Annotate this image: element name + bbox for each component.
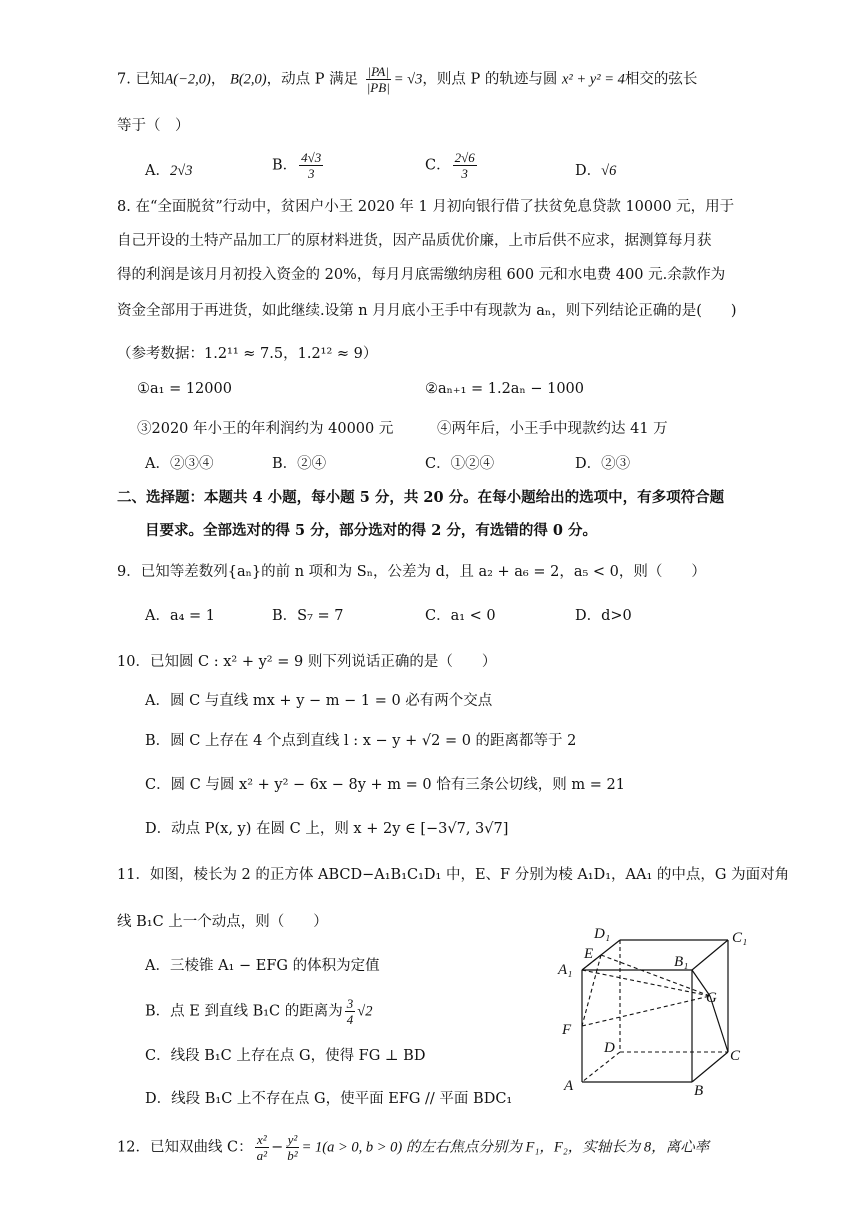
q9-option-c: C．a₁ < 0 — [425, 608, 496, 624]
cube-figure — [556, 922, 756, 1097]
q10-option-b: B．圆 C 上存在 4 个点到直线 l : x − y + √2 = 0 的距离都等于 2 — [145, 733, 577, 749]
q7-option-b: B． $\frac{4√3}{3}$ — [272, 150, 322, 181]
q11-line1: 11．如图，棱长为 2 的正方体 ABCD−A₁B₁C₁D₁ 中，E、F 分别为棱 A₁D₁，AA₁ 的中点，G 为面对角 — [117, 867, 790, 883]
q7-option-a: A．2√3 — [145, 163, 193, 179]
label-e: E — [584, 946, 594, 962]
q8-line5: （参考数据：1.2¹¹ ≈ 7.5，1.2¹² ≈ 9） — [117, 346, 378, 362]
q8-statement-2: ②aₙ₊₁ = 1.2aₙ − 1000 — [425, 381, 584, 397]
q11-option-b: B．点 E 到直线 B₁C 的距离为 $\frac{3}{4}$ √2 — [145, 996, 373, 1027]
q9-stem: 9．已知等差数列{aₙ}的前 n 项和为 Sₙ，公差为 d，且 a₂ + a₆ = 2，a₅ < 0，则（ ） — [117, 564, 706, 580]
q8-line1: 8. 在“全面脱贫”行动中，贫困户小王 2020 年 1 月初向银行借了扶贫免息贷款 10000 元，用于 — [117, 199, 735, 215]
q7-ratio: $\frac{|PA|}{|PB|}$ — [366, 64, 390, 95]
q8-line3: 得的利润是该月月初投入资金的 20%，每月月底需缴纳房租 600 元和水电费 400 元.余款作为 — [117, 267, 726, 283]
q11-option-c: C．线段 B₁C 上存在点 G，使得 FG ⊥ BD — [145, 1048, 426, 1064]
label-b: B — [694, 1083, 704, 1097]
q11-line2: 线 B₁C 上一个动点，则（ ） — [117, 914, 328, 930]
label-c1: C₁ — [732, 930, 748, 946]
q10-option-d: D．动点 P(x, y) 在圆 C 上，则 x + 2y ∈ [−3√7, 3√7] — [145, 821, 509, 837]
q8-line4: 资金全部用于再进货，如此继续.设第 n 月月底小王手中有现款为 aₙ，则下列结论正确的是( ) — [117, 303, 737, 319]
label-b1: B₁ — [674, 954, 689, 970]
label-f: F — [562, 1022, 572, 1038]
q8-statement-1: ①a₁ = 12000 — [137, 381, 232, 397]
q8-statement-4: ④两年后，小王手中现款约达 41 万 — [437, 421, 668, 437]
q9-option-b: B．S₇ = 7 — [272, 608, 344, 624]
q12-stem: 12．已知双曲线 C： $\frac{\text{x²}}{\text{a²}}$ − $\frac{\text{y²}}{\text{b²}}$ = 1(a > 0, b > 0) 的左右焦点分别为 F₁，F₂，实轴长为 8，离心率 — [117, 1132, 710, 1163]
q10-stem: 10．已知圆 C : x² + y² = 9 则下列说话正确的是（ ） — [117, 654, 497, 670]
section2-heading-line2: 目要求。全部选对的得 5 分，部分选对的得 2 分，有选错的得 0 分。 — [145, 522, 598, 539]
q11-option-d: D．线段 B₁C 上不存在点 G，使平面 EFG // 平面 BDC₁ — [145, 1091, 513, 1107]
q7-option-c: C． $\frac{2√6}{3}$ — [425, 150, 475, 181]
q7-option-d: D．√6 — [575, 163, 617, 179]
q8-line2: 自己开设的土特产品加工厂的原材料进货，因产品质优价廉，上市后供不应求，据测算每月获 — [117, 233, 712, 249]
q7-stem-line1: 7. 已知A(−2,0)， B(2,0)，动点 P 满足 $\frac{|PA|}{|PB|}$ = √3，则点 P 的轨迹与圆 x² + y² = 4相交的弦长 — [117, 64, 698, 95]
label-a: A — [564, 1078, 574, 1094]
q8-option-a: A．②③④ — [145, 456, 214, 472]
label-d1: D₁ — [594, 926, 611, 942]
q11-option-a: A．三棱锥 A₁ − EFG 的体积为定值 — [145, 958, 380, 974]
q8-option-d: D．②③ — [575, 456, 631, 472]
label-c: C — [730, 1048, 741, 1064]
label-g: G — [706, 990, 717, 1006]
q10-option-c: C．圆 C 与圆 x² + y² − 6x − 8y + m = 0 恰有三条公切线，则 m = 21 — [145, 777, 625, 793]
q9-option-a: A．a₄ = 1 — [145, 608, 216, 624]
q8-statement-3: ③2020 年小王的年利润约为 40000 元 — [137, 421, 394, 437]
label-d: D — [604, 1040, 615, 1056]
section2-heading-line1: 二、选择题：本题共 4 小题，每小题 5 分，共 20 分。在每小题给出的选项中，有多项符合题 — [117, 489, 725, 506]
label-a1: A₁ — [558, 962, 573, 978]
q10-option-a: A．圆 C 与直线 mx + y − m − 1 = 0 必有两个交点 — [145, 693, 493, 709]
q9-option-d: D．d>0 — [575, 608, 632, 624]
q8-option-c: C．①②④ — [425, 456, 495, 472]
q8-option-b: B．②④ — [272, 456, 327, 472]
q7-stem-line2: 等于（ ） — [117, 118, 190, 134]
